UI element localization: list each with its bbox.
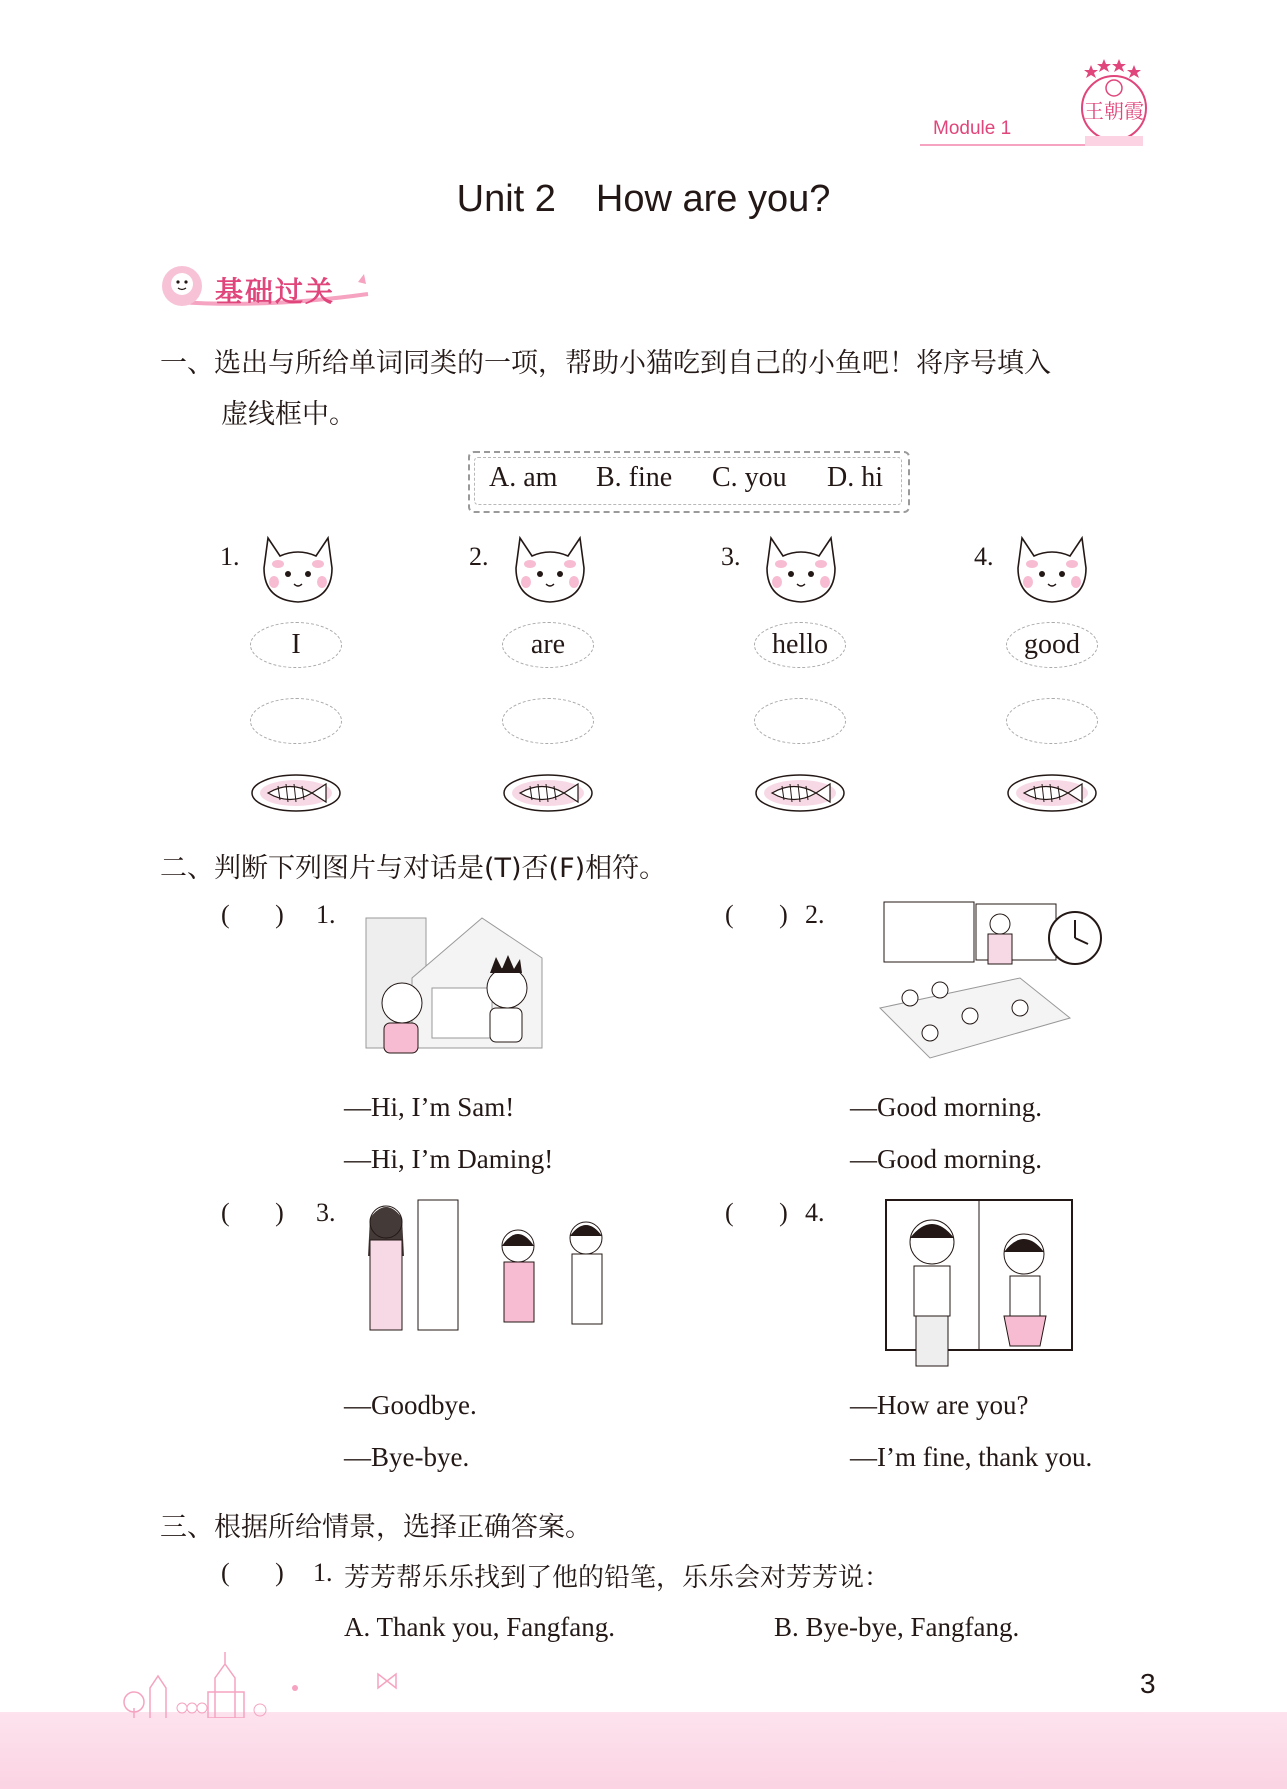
choice-b: B. Bye-bye, Fangfang.: [774, 1612, 1020, 1642]
section3-title: 三、根据所给情景，选择正确答案。: [160, 1512, 592, 1543]
section1-title-line1: 一、选出与所给单词同类的一项，帮助小猫吃到自己的小鱼吧！将序号填入: [160, 348, 1051, 379]
cat-icon: [510, 534, 590, 606]
section2-title: 二、判断下列图片与对话是(T)否(F)相符。: [160, 853, 667, 884]
publisher-logo: [1075, 58, 1153, 150]
section1-title-line2: 虚线框中。: [221, 399, 356, 430]
item-number: 4.: [805, 1198, 825, 1227]
question-text: 芳芳帮乐乐找到了他的铅笔，乐乐会对芳芳说：: [344, 1563, 891, 1593]
fish-plate-icon: [250, 772, 342, 814]
how-are-you-illustration: [882, 1196, 1076, 1372]
footer-band: [0, 1712, 1287, 1789]
choice-a: A. Thank you, Fangfang.: [344, 1612, 615, 1642]
answer-oval[interactable]: [754, 698, 846, 744]
item-number: 3.: [316, 1198, 336, 1227]
unit-name: How are you?: [595, 178, 831, 220]
option-a: A. am: [489, 462, 558, 493]
goodbye-kids-illustration: [358, 1196, 614, 1346]
answer-oval[interactable]: [250, 698, 342, 744]
unit-number: Unit 2: [456, 178, 556, 220]
answer-paren[interactable]: ( ): [221, 1558, 284, 1587]
classroom-illustration: [870, 898, 1106, 1068]
castle-decoration-icon: [120, 1648, 300, 1718]
dialog-line: —Good morning.: [850, 1144, 1042, 1174]
greeting-kids-illustration: [362, 898, 552, 1073]
word-oval: good: [1006, 622, 1098, 668]
unit-title: [0, 178, 1287, 221]
section-badge-label: 基础过关: [215, 275, 336, 308]
answer-paren[interactable]: ( ): [725, 900, 788, 929]
dialog-line: —I’m fine, thank you.: [850, 1442, 1093, 1472]
word-oval: hello: [754, 622, 846, 668]
answer-oval[interactable]: [1006, 698, 1098, 744]
svg-text:王朝霞: 王朝霞: [1084, 99, 1144, 123]
answer-paren[interactable]: ( ): [725, 1198, 788, 1227]
bow-decoration-icon: [376, 1672, 398, 1690]
item-number: 1.: [313, 1558, 333, 1587]
cat-icon: [761, 534, 841, 606]
fish-plate-icon: [754, 772, 846, 814]
dialog-line: —Hi, I’m Sam!: [344, 1092, 515, 1122]
word-oval: are: [502, 622, 594, 668]
answer-paren[interactable]: ( ): [221, 1198, 284, 1227]
answer-oval[interactable]: [502, 698, 594, 744]
item-number: 1.: [316, 900, 336, 929]
option-d: D. hi: [827, 462, 883, 493]
word-oval: I: [250, 622, 342, 668]
cat-icon: [1012, 534, 1092, 606]
module-label: Module 1: [933, 118, 1012, 139]
option-c: C. you: [712, 462, 787, 493]
dialog-line: —Goodbye.: [344, 1390, 477, 1420]
dialog-line: —Hi, I’m Daming!: [344, 1144, 554, 1174]
dialog-line: —Bye-bye.: [344, 1442, 470, 1472]
fish-plate-icon: [1006, 772, 1098, 814]
option-b: B. fine: [596, 462, 673, 493]
dialog-line: —How are you?: [850, 1390, 1029, 1420]
page-number: 3: [1140, 1668, 1156, 1699]
item-number: 3.: [721, 542, 741, 571]
cat-icon: [258, 534, 338, 606]
answer-paren[interactable]: ( ): [221, 900, 284, 929]
item-number: 1.: [220, 542, 240, 571]
item-number: 4.: [974, 542, 994, 571]
fish-plate-icon: [502, 772, 594, 814]
dialog-line: —Good morning.: [850, 1092, 1042, 1122]
item-number: 2.: [469, 542, 489, 571]
item-number: 2.: [805, 900, 825, 929]
